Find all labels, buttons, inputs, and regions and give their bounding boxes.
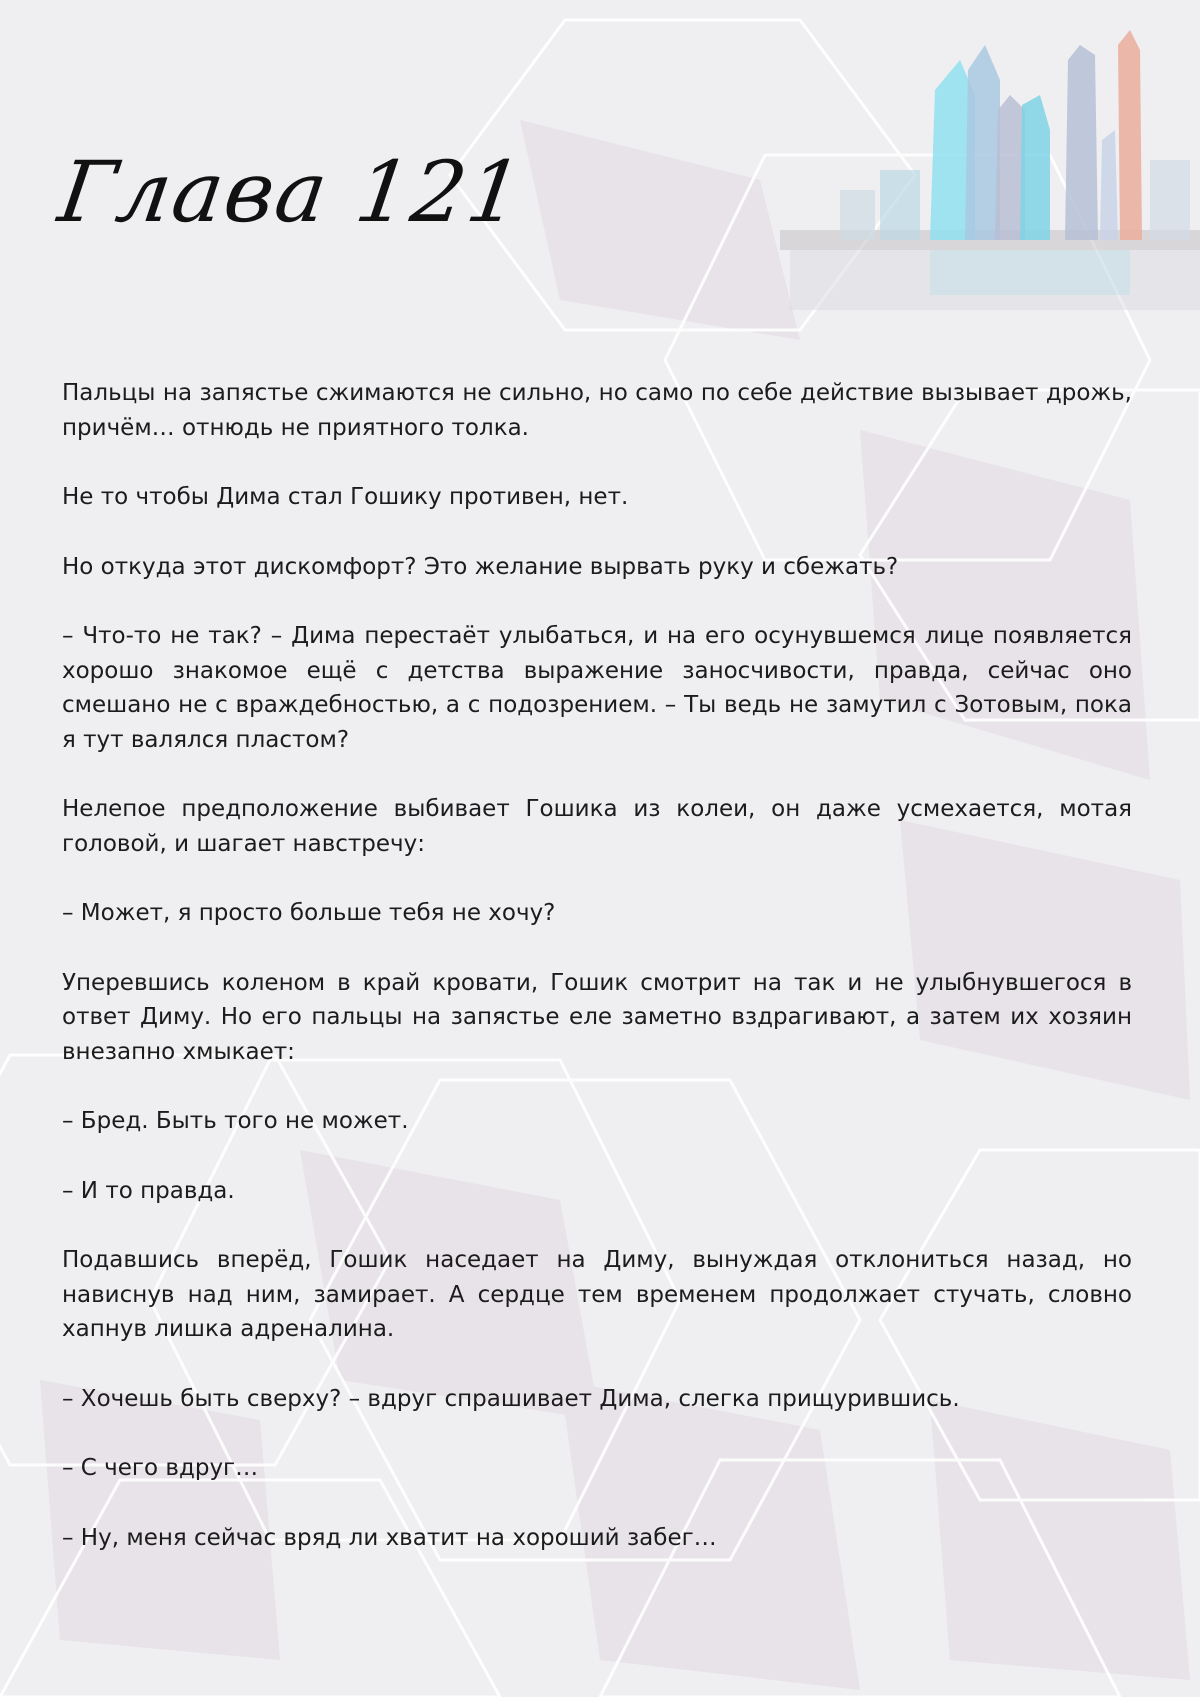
paragraph: – Хочешь быть сверху? – вдруг спрашивает Дима, слегка прищурившись. xyxy=(62,1385,960,1412)
paragraph: Подавшись вперёд, Гошик наседает на Диму, вынуждая отклониться назад, но нависнув над ним, замирает. А сердце тем временем продолжает стучать, словно хапнув лишка адреналина. xyxy=(62,1247,1132,1342)
paragraph: Нелепое предположение выбивает Гошика из колеи, он даже усмехается, мотая головой, и шагает навстречу: xyxy=(62,796,1132,857)
paragraph: – И то правда. xyxy=(62,1177,235,1204)
paragraph: – Бред. Быть того не может. xyxy=(62,1108,409,1134)
paragraph: Уперевшись коленом в край кровати, Гошик смотрит на так и не улыбнувшегося в ответ Диму. Но его пальцы на запястье еле заметно вздрагивают, а затем их хозяин внезапно хмыкает: xyxy=(62,969,1132,1065)
city-skyline-illustration xyxy=(780,30,1200,310)
paragraph: Но откуда этот дискомфорт? Это желание вырвать руку и сбежать? xyxy=(62,553,899,580)
paragraph: – Может, я просто больше тебя не хочу? xyxy=(62,900,556,926)
chapter-body xyxy=(62,376,1132,1590)
paragraph: Пальцы на запястье сжимаются не сильно, но само по себе действие вызывает дрожь, причём… отнюдь не приятного толка. xyxy=(62,380,1132,441)
paragraph: – С чего вдруг… xyxy=(62,1455,259,1481)
chapter-title: Глава 121 xyxy=(53,143,531,241)
paragraph: – Ну, меня сейчас вряд ли хватит на хороший забег… xyxy=(62,1524,717,1551)
paragraph: – Что-то не так? – Дима перестаёт улыбаться, и на его осунувшемся лице появляется хорошо знакомое ещё с детства выражение заносчивости, правда, сейчас оно смешано не с враждебностью, а с подозрением. – Ты ведь не замутил с Зотовым, пока я тут валялся пластом? xyxy=(62,623,1132,753)
paragraph: Не то чтобы Дима стал Гошику противен, нет. xyxy=(62,484,629,510)
